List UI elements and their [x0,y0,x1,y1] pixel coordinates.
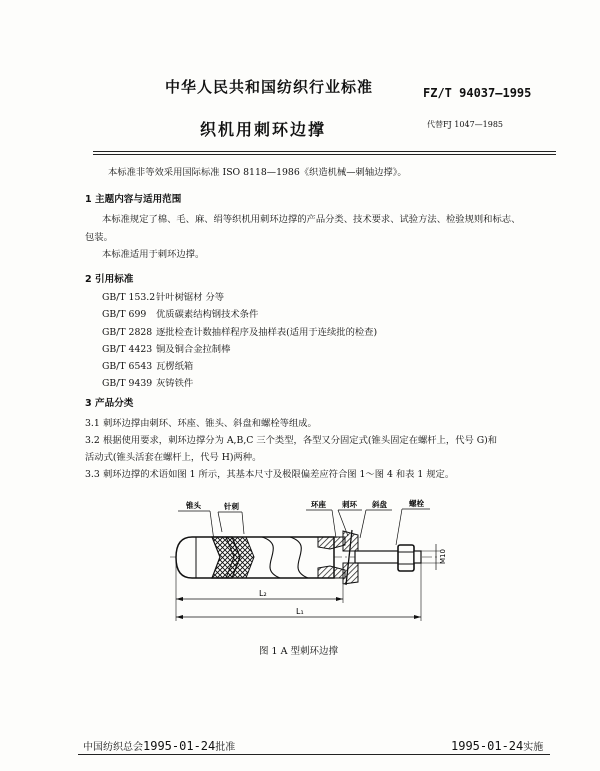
issuer: 中国纺织总会 [83,742,143,753]
figure-1-caption: 图 1 A 型刺环边撑 [259,646,338,657]
section-1-heading: 1 主题内容与适用范围 [85,194,182,205]
footer-rule [78,754,550,755]
label-cone-head: 锥头 [186,501,201,510]
section-1-para-line2: 包装。 [85,232,113,243]
l2-arrow-left [176,597,183,601]
ring-seat-lower [318,566,345,578]
reference-code: GB/T 4423 [102,343,153,355]
leader-lines [210,509,402,545]
clause-text: 刺环边撑由刺环、环座、锥头、斜盘和螺栓等组成。 [103,418,317,429]
reference-code: GB/T 9439 [102,378,153,390]
intro-paragraph: 本标准非等效采用国际标准 ISO 8118—1986《织造机械—刺轴边撑》。 [108,167,407,178]
replaces-standard: 代替FJ 1047—1985 [427,120,504,129]
footer-approval [83,735,235,754]
header-rule-top [93,151,556,152]
reference-name: 逐批检查计数抽样程序及抽样表(适用于连续批的检查) [156,326,378,338]
approve-suffix: 批准 [215,742,236,753]
section-3-heading: 3 产品分类 [85,398,134,409]
reference-item [102,378,377,395]
section-2-heading: 2 引用标准 [85,274,134,285]
needle-ring-band-2 [226,537,254,578]
clause-3-2 [85,435,497,447]
clause-number: 3.3 [85,469,100,480]
footer-implementation [451,735,543,754]
reference-item [102,292,377,309]
spike-ring-lower [343,563,358,584]
main-body [176,537,334,578]
clause-3-1 [85,418,317,430]
clause-number: 3.1 [85,418,100,429]
hex-nut [398,545,414,571]
section-1-para-line1: 本标准规定了棉、毛、麻、绢等织机用刺环边撑的产品分类、技术要求、试验方法、检验规则和标志、 [102,214,521,225]
reference-name: 优质碳素结构钢技术条件 [156,309,259,321]
section-1-para2: 本标准适用于刺环边撑。 [102,249,205,260]
reference-item [102,309,377,326]
reference-code: GB/T 2828 [102,326,153,338]
label-bolt: 螺栓 [409,499,424,508]
reference-code: GB/T 153.2 [102,292,156,303]
standard-code: FZ/T 94037—1995 [423,86,532,100]
needle-ring-band [212,537,240,578]
oblique-disk-line [346,530,352,585]
l1-arrow-left [176,615,183,619]
l1-arrow-right [414,615,421,619]
industry-standard-title: 中华人民共和国纺织行业标准 [165,78,374,96]
m10-label: M10 [439,549,447,564]
label-needle: 针刺 [224,502,239,511]
approve-date: 1995-01-24 [143,739,216,753]
document-title: 织机用刺环边撑 [200,120,327,139]
ring-seat-upper [318,537,345,549]
clause-3-2-continued: 活动式(锥头活套在螺杆上，代号 H)两种。 [85,452,262,463]
label-underlines [178,509,430,512]
reference-name: 瓦楞纸箱 [156,361,194,373]
reference-name: 灰铸铁件 [156,378,194,390]
spike-ring-upper [343,531,358,551]
spiral-groove [262,537,308,578]
l2-arrow-right [336,597,343,601]
reference-item [102,344,377,361]
label-ring-seat: 环座 [311,500,326,509]
l1-label: L₁ [296,607,304,616]
clause-text: 根据使用要求，刺环边撑分为 A,B,C 三个类型，各型又分固定式(锥头固定在螺杆上，代号 G)和 [103,435,498,446]
l2-label: L₂ [259,589,267,598]
reference-code: GB/T 6543 [102,361,153,373]
reference-name: 针叶树锯材 分等 [156,292,225,303]
reference-code: GB/T 699 [102,309,147,321]
bolt-end [414,551,421,563]
implementation-date: 1995-01-24 [451,739,524,753]
reference-name: 铜及铜合金拉制棒 [156,343,231,355]
label-spike-ring: 刺环 [342,500,357,509]
clause-text: 刺环边撑的术语如图 1 所示，其基本尺寸及极限偏差应符合图 1～图 4 和表 1 规定。 [103,469,455,480]
reference-list [102,292,377,396]
reference-item [102,361,377,378]
bolt-shaft [355,551,403,563]
label-oblique-disk: 斜盘 [372,500,387,509]
implementation-suffix: 实施 [523,742,544,753]
clause-number: 3.2 [85,435,100,446]
header-rule-bottom [93,154,556,155]
clause-3-3 [85,469,454,481]
reference-item [102,327,377,344]
